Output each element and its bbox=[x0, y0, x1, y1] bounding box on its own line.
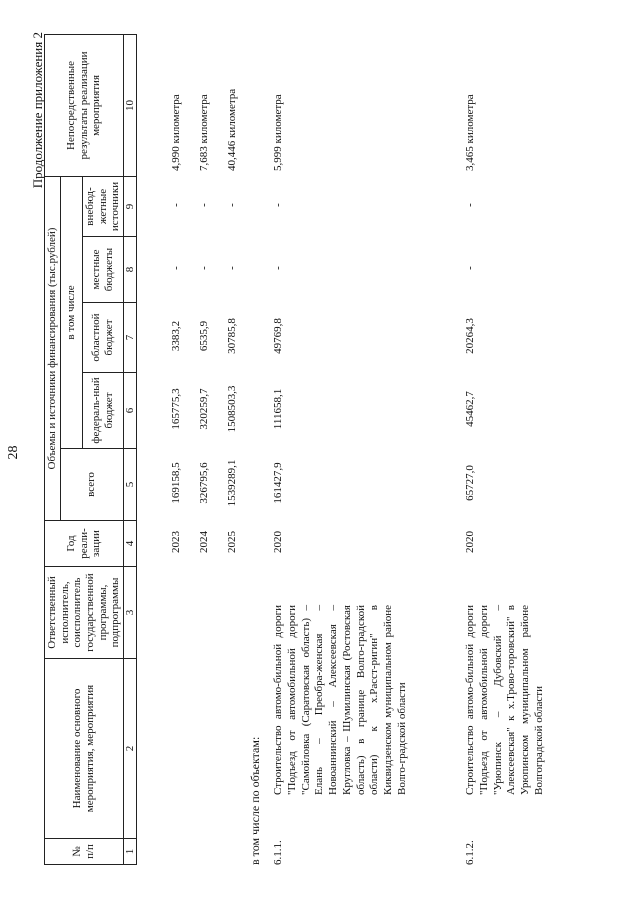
row-total: 326795,6 bbox=[198, 462, 210, 504]
col-num-10: 10 bbox=[123, 34, 137, 176]
row-extrabudget: - bbox=[226, 203, 238, 207]
header-including: в том числе bbox=[60, 176, 82, 448]
row-regional: 20264,3 bbox=[464, 318, 476, 354]
row-extrabudget: - bbox=[464, 203, 476, 207]
row-year: 2023 bbox=[170, 531, 182, 553]
row-regional: 3383,2 bbox=[170, 320, 182, 352]
col-num-5: 5 bbox=[123, 449, 137, 521]
object-number: 6.1.1. bbox=[272, 840, 284, 865]
row-result: 40,446 километра bbox=[226, 88, 238, 171]
col-num-8: 8 bbox=[123, 237, 137, 303]
row-regional: 6535,9 bbox=[198, 320, 210, 352]
header-name: Наименование основного мероприятия, мероприятия bbox=[45, 659, 124, 839]
row-local: - bbox=[464, 266, 476, 270]
header-result: Непосредственные результаты реализации мероприятия bbox=[45, 34, 124, 176]
row-result: 7,683 километра bbox=[198, 94, 210, 171]
header-extrabudget: внебюд-жетные источники bbox=[82, 176, 123, 236]
row-result: 4,990 километра bbox=[170, 94, 182, 171]
header-federal: федераль-ный бюджет bbox=[82, 373, 123, 449]
header-executor: Ответственный исполнитель, соисполнитель государственной программы, подпрограммы bbox=[45, 567, 124, 659]
col-num-7: 7 bbox=[123, 303, 137, 373]
col-num-4: 4 bbox=[123, 521, 137, 567]
page-number: 28 bbox=[6, 445, 21, 460]
col-num-3: 3 bbox=[123, 567, 137, 659]
row-federal: 111658,1 bbox=[272, 388, 284, 430]
row-local: - bbox=[198, 266, 210, 270]
object-name: Строительство автомо-бильной дороги "Подъезд от автомобильной дороги "Урюпинск – Дубовский – Алексеевская" к х.Трово-торовский" в Урюпинском муниципальном районе Волгоградской области bbox=[464, 605, 545, 795]
object-number: 6.1.2. bbox=[464, 840, 476, 865]
col-num-1: 1 bbox=[123, 839, 137, 865]
row-year: 2024 bbox=[198, 531, 210, 553]
row-regional: 49769,8 bbox=[272, 318, 284, 354]
row-regional: 30785,8 bbox=[226, 318, 238, 354]
row-federal: 45462,7 bbox=[464, 391, 476, 427]
row-result: 3,465 километра bbox=[464, 94, 476, 171]
row-result: 5,999 километра bbox=[272, 94, 284, 171]
header-funding-group: Объемы и источники финансирования (тыс.рублей) bbox=[45, 176, 61, 520]
row-local: - bbox=[226, 266, 238, 270]
header-local: местные бюджеты bbox=[82, 237, 123, 303]
header-total: всего bbox=[60, 449, 123, 521]
row-local: - bbox=[170, 266, 182, 270]
col-num-6: 6 bbox=[123, 373, 137, 449]
objects-subheading: в том числе по объектам: bbox=[248, 736, 262, 865]
header-num: № п/п bbox=[45, 839, 124, 865]
row-local: - bbox=[272, 266, 284, 270]
row-total: 169158,5 bbox=[170, 462, 182, 504]
object-name: Строительство автомо-бильной дороги "Подъезд от автомобильной дороги "Самойловка (Саратовская область) – Елань – Преобра-женская – Новоаннинский – Алексеевская – Кругловка – Шумилинская (Ростовская область) в границе Волго-градской области) к х.Расст-ригин" в Киквидзенском муниципальном районе Волго-градской области bbox=[272, 605, 408, 795]
table-header bbox=[44, 34, 137, 865]
row-federal: 320259,7 bbox=[198, 388, 210, 430]
row-extrabudget: - bbox=[170, 203, 182, 207]
header-regional: областной бюджет bbox=[82, 303, 123, 373]
row-total: 1539289,1 bbox=[226, 459, 238, 507]
row-year: 2020 bbox=[272, 531, 284, 553]
row-extrabudget: - bbox=[198, 203, 210, 207]
row-extrabudget: - bbox=[272, 203, 284, 207]
row-total: 161427,9 bbox=[272, 462, 284, 504]
col-num-9: 9 bbox=[123, 176, 137, 236]
col-num-2: 2 bbox=[123, 659, 137, 839]
row-federal: 1508503,3 bbox=[226, 385, 238, 433]
row-total: 65727,0 bbox=[464, 465, 476, 501]
row-year: 2020 bbox=[464, 531, 476, 553]
row-year: 2025 bbox=[226, 531, 238, 553]
header-year: Год реали-зации bbox=[45, 521, 124, 567]
row-federal: 165775,3 bbox=[170, 388, 182, 430]
continuation-label: Продолжение приложения 2 bbox=[30, 32, 45, 189]
